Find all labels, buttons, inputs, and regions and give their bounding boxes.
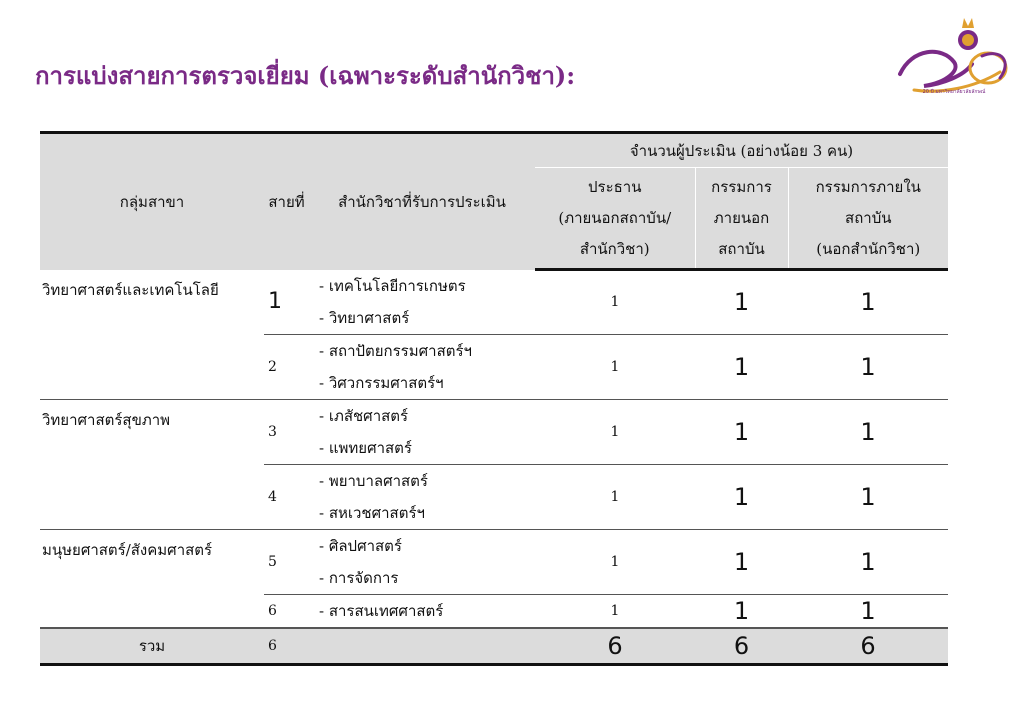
chair-count: 1 [535,594,695,628]
group-cell: วิทยาศาสตร์และเทคโนโลยี [42,280,219,299]
chair-count: 1 [535,464,695,529]
internal-count: 1 [788,464,948,529]
unit-item: - พยาบาลศาสตร์ [319,471,428,490]
line-number: 4 [264,464,309,529]
header-chair-line-2: (ภายนอกสถาบัน/ [558,208,672,227]
unit-list [309,270,535,335]
group-cell: มนุษยศาสตร์/สังคมศาสตร์ [40,529,264,628]
header-external-line-3: สถาบัน [718,239,765,258]
external-count: 1 [695,464,788,529]
header-internal-line-1: กรรมการภายใน [815,177,921,196]
chair-count: 1 [535,529,695,594]
external-count: 1 [695,594,788,628]
header-external-line-2: ภายนอก [713,208,770,227]
total-chair: 6 [535,628,695,665]
header-units: สำนักวิชาที่รับการประเมิน [309,133,535,270]
table-row [40,529,948,594]
line-number: 1 [268,289,282,314]
anniversary-logo [890,12,1018,112]
unit-item: - สถาปัตยกรรมศาสตร์ฯ [319,341,472,360]
unit-item: - ศิลปศาสตร์ [319,536,402,555]
unit-list [309,594,535,628]
chair-count: 1 [535,334,695,399]
total-label: รวม [40,628,264,665]
unit-item: - เภสัชศาสตร์ [319,406,409,425]
chair-count: 1 [535,399,695,464]
total-line-count: 6 [264,628,309,665]
internal-count: 1 [788,529,948,594]
logo-caption: 20 ปี มหาวิทยาลัยวลัยลักษณ์ [922,89,986,95]
unit-item: - วิศวกรรมศาสตร์ฯ [319,373,444,392]
unit-item: - สหเวชศาสตร์ฯ [319,503,425,522]
unit-item: - สารสนเทศศาสตร์ [319,601,444,620]
internal-count: 1 [788,334,948,399]
anniversary-logo-emblem [890,12,1018,112]
line-number: 2 [264,334,309,399]
external-count: 1 [695,334,788,399]
internal-count: 1 [788,594,948,628]
header-chair [535,168,695,270]
header-group: กลุ่มสาขา [40,133,264,270]
table-row [40,399,948,464]
external-count: 1 [695,399,788,464]
internal-count: 1 [788,399,948,464]
header-chair-line-3: สำนักวิชา) [579,239,650,258]
header-internal-line-3: (นอกสำนักวิชา) [816,239,921,258]
total-row [40,628,948,665]
line-number: 5 [264,529,309,594]
header-external-line-1: กรรมการ [711,177,772,196]
total-external: 6 [695,628,788,665]
page-title: การแบ่งสายการตรวจเยี่ยม (เฉพาะระดับสำนักวิชา): [35,61,576,90]
unit-list [309,529,535,594]
total-internal: 6 [788,628,948,665]
internal-count: 1 [860,288,876,317]
inspection-table [40,131,948,666]
line-number: 6 [264,594,309,628]
line-number: 3 [264,399,309,464]
unit-item: - แพทยศาสตร์ [319,438,412,457]
table-row [40,270,948,335]
unit-list [309,334,535,399]
external-count: 1 [695,529,788,594]
header-chair-line-1: ประธาน [588,177,642,196]
total-units-cell [309,628,535,665]
unit-item: - การจัดการ [319,568,399,587]
unit-list [309,399,535,464]
unit-item: - เทคโนโลยีการเกษตร [319,276,466,295]
unit-list [309,464,535,529]
unit-item: - วิทยาศาสตร์ [319,308,410,327]
header-internal-line-2: สถาบัน [845,208,892,227]
header-line: สายที่ [264,133,309,270]
header-external [695,168,788,270]
external-count: 1 [733,288,750,317]
group-cell: วิทยาศาสตร์สุขภาพ [40,399,264,529]
chair-count: 1 [610,294,620,311]
header-assessors: จำนวนผู้ประเมิน (อย่างน้อย 3 คน) [535,133,948,168]
header-internal [788,168,948,270]
